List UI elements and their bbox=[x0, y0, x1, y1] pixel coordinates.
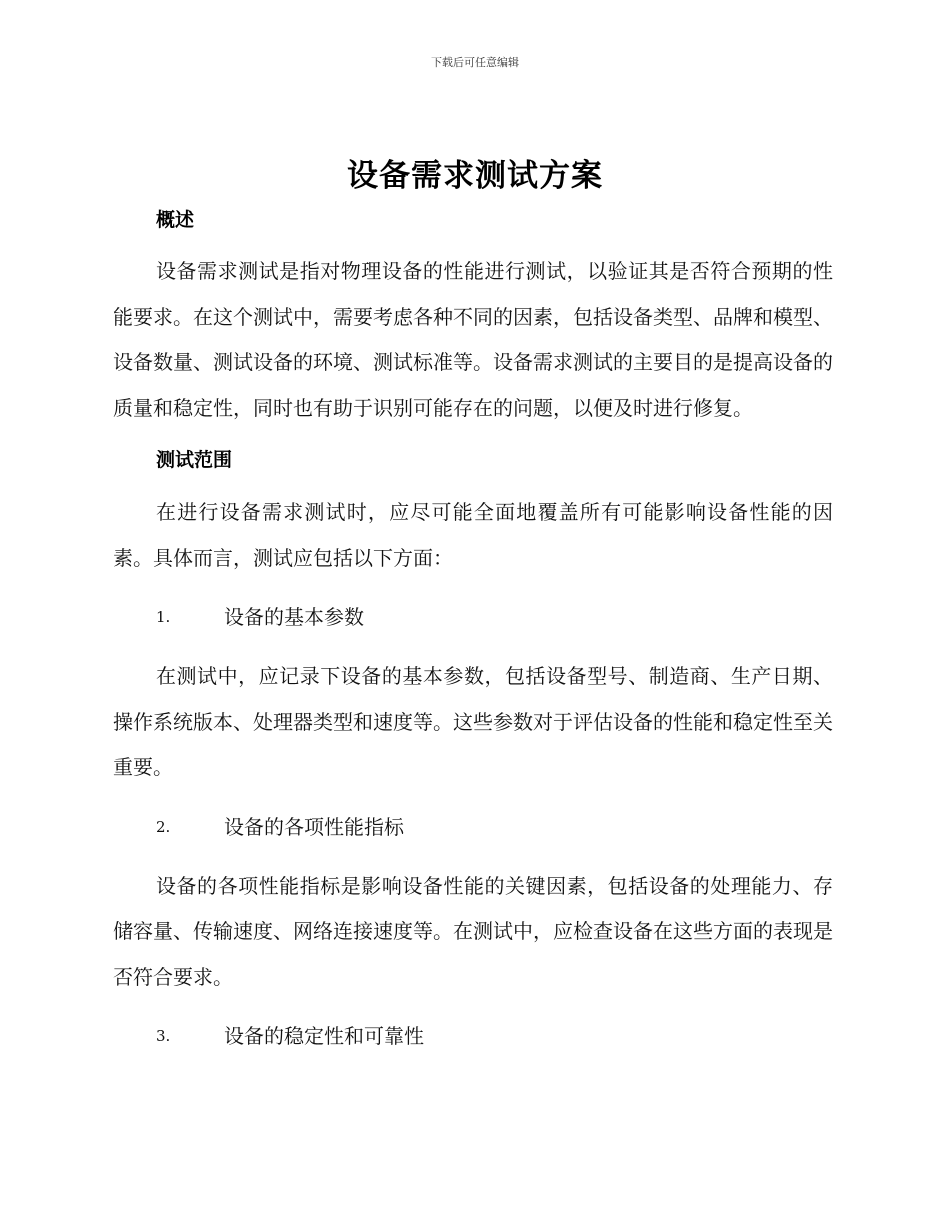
overview-paragraph: 设备需求测试是指对物理设备的性能进行测试，以验证其是否符合预期的性能要求。在这个测试中，需要考虑各种不同的因素，包括设备类型、品牌和模型、设备数量、测试设备的环境、测试标准等。设备需求测试的主要目的是提高设备的质量和稳定性，同时也有助于识别可能存在的问题，以便及时进行修复。 bbox=[113, 259, 833, 420]
page-header: 下载后可任意编辑 bbox=[431, 56, 519, 69]
list-item bbox=[113, 595, 833, 640]
section-heading-scope: 测试范围 bbox=[156, 449, 233, 471]
list-item-label: 设备的稳定性和可靠性 bbox=[224, 1024, 424, 1048]
section-heading-overview: 概述 bbox=[156, 209, 195, 231]
list-item bbox=[113, 805, 833, 850]
list-item-number: 2. bbox=[156, 817, 171, 836]
list-item-paragraph: 设备的各项性能指标是影响设备性能的关键因素，包括设备的处理能力、存储容量、传输速度、网络连接速度等。在测试中，应检查设备在这些方面的表现是否符合要求。 bbox=[113, 873, 833, 989]
scope-intro-paragraph: 在进行设备需求测试时，应尽可能全面地覆盖所有可能影响设备性能的因素。具体而言，测试应包括以下方面： bbox=[113, 500, 833, 570]
list-item-paragraph: 在测试中，应记录下设备的基本参数，包括设备型号、制造商、生产日期、操作系统版本、处理器类型和速度等。这些参数对于评估设备的性能和稳定性至关重要。 bbox=[113, 664, 833, 779]
list-item-number: 1. bbox=[156, 608, 171, 626]
document-body bbox=[113, 203, 833, 1059]
list-item bbox=[113, 1014, 833, 1059]
document-title: 设备需求测试方案 bbox=[347, 158, 603, 194]
list-item-label: 设备的基本参数 bbox=[224, 605, 364, 629]
list-item-number: 3. bbox=[156, 1027, 171, 1045]
list-item-label: 设备的各项性能指标 bbox=[224, 814, 404, 839]
